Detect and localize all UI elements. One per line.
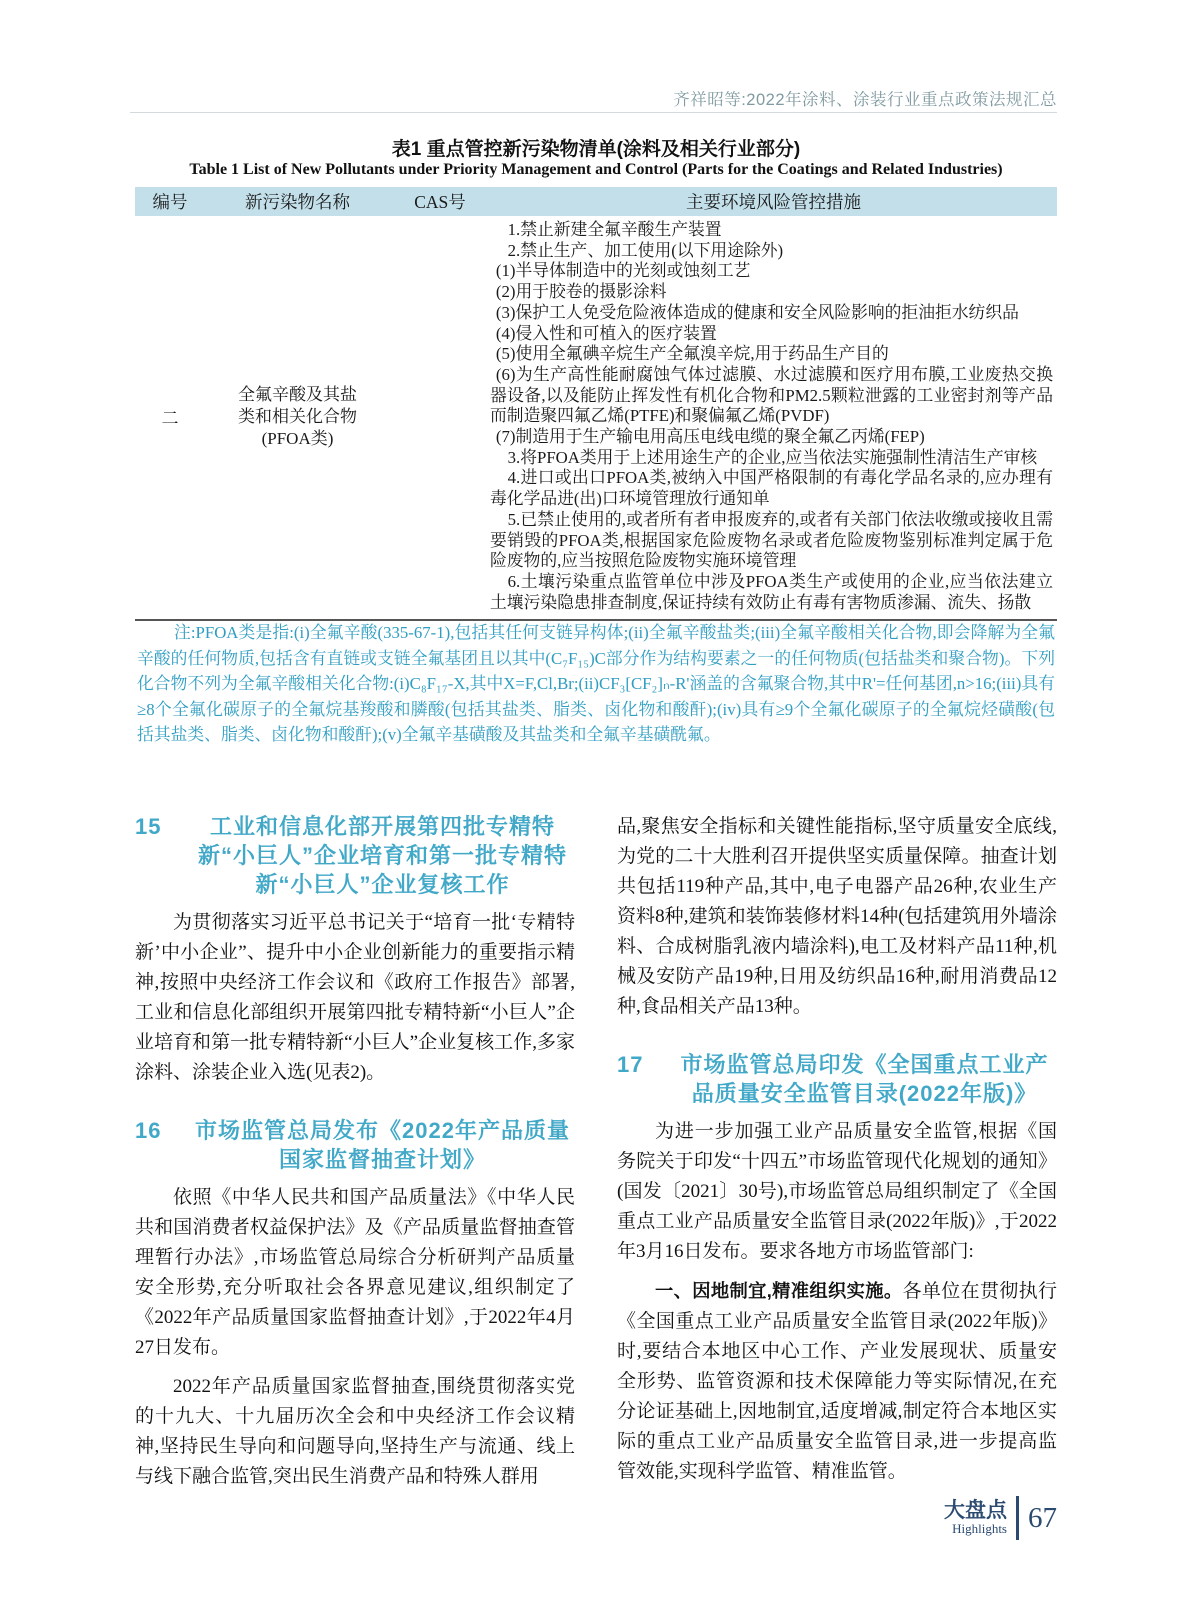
measure-line: (4)侵入性和可植入的医疗装置 bbox=[495, 323, 717, 343]
section-15-heading bbox=[135, 812, 575, 899]
after-bold-text: 各单位在贯彻执行《全国重点工业产品质量安全监管目录(2022年版)》时,要结合本地区中心工作、产业发展现状、质量安全形势、监管资源和技术保障能力等实际情况,在充分论证基础上,因地制宜,适度增减,制定符合本地区实际的重点工业产品质量安全监管目录,进一步提高监管效能,实现科学监管、精准监管。 bbox=[617, 1281, 1057, 1482]
cell-index: 二 bbox=[161, 409, 179, 429]
measure-line: 3.将PFOA类用于上述用途生产的企业,应当依法实施强制性清洁生产审核 bbox=[507, 447, 1038, 467]
cell-cas bbox=[390, 220, 490, 613]
table-header-row bbox=[135, 187, 1057, 216]
section-17-heading bbox=[617, 1050, 1057, 1108]
section-16-heading bbox=[135, 1116, 575, 1174]
measure-line: 4.进口或出口PFOA类,被纳入中国严格限制的有毒化学品名录的,应办理有毒化学品进(出)口环境管理放行通知单 bbox=[490, 468, 1053, 509]
section-15-number: 15 bbox=[135, 814, 162, 839]
pollutants-table bbox=[135, 187, 1057, 621]
measure-line: 2.禁止生产、加工使用(以下用途除外) bbox=[507, 240, 784, 260]
section-17-paragraph: 为进一步加强工业产品质量安全监管,根据《国务院关于印发“十四五”市场监管现代化规划的通知》(国发〔2021〕30号),市场监管总局组织制定了《全国重点工业产品质量安全监管目录(2022年版)》,于2022年3月16日发布。要求各地方市场监管部门: bbox=[617, 1121, 1057, 1262]
cell-measures bbox=[490, 220, 1057, 613]
header-rule bbox=[130, 112, 1057, 113]
pollutant-name-line: 类和相关化合物 bbox=[238, 406, 357, 426]
header-cell-index: 编号 bbox=[152, 192, 188, 212]
section-16-title: 市场监管总局发布《2022年产品质量国家监督抽查计划》 bbox=[195, 1118, 570, 1172]
measure-line: (7)制造用于生产输电用高压电线电缆的聚全氟乙丙烯(FEP) bbox=[495, 427, 925, 447]
two-column-body bbox=[135, 812, 1057, 1492]
section-16-continuation: 品,聚焦安全指标和关键性能指标,坚守质量安全底线,为党的二十大胜利召开提供坚实质量保障。抽查计划共包括119种产品,其中,电子电器产品26种,农业生产资料8种,建筑和装饰装修材料14种(包括建筑用外墙涂料、合成树脂乳液内墙涂料),电工及材料产品11种,机械及安防产品19种,日用及纺织品16种,耐用消费品12种,食品相关产品13种。 bbox=[617, 816, 1057, 1017]
table-note: 注:PFOA类是指:(i)全氟辛酸(335-67-1),包括其任何支链异构体;(ii)全氟辛酸盐类;(iii)全氟辛酸相关化合物,即会降解为全氟辛酸的任何物质,包括含有直链或支链全氟基团且以其中(C₇F₁₅)C部分作为结构要素之一的任何物质(包括盐类和聚合物)。下列化合物不列为全氟辛酸相关化合物:(i)C₈F₁₇-X,其中X=F,Cl,Br;(ii)CF₃[CF₂]ₙ-R'涵盖的含氟聚合物,其中R'=任何基团,n>16;(iii)具有≥8个全氟化碳原子的全氟烷基羧酸和膦酸(包括其盐类、脂类、卤化物和酸酐);(iv)具有≥9个全氟化碳原子的全氟烷烃磺酸(包括其盐类、脂类、卤化物和酸酐);(v)全氟辛基磺酸及其盐类和全氟辛基磺酰氟。 bbox=[137, 623, 1055, 744]
section-15-title: 工业和信息化部开展第四批专精特新“小巨人”企业培育和第一批专精特新“小巨人”企业复核工作 bbox=[197, 814, 567, 897]
bold-lead-text: 一、因地制宜,精准组织实施。 bbox=[655, 1280, 903, 1301]
measure-line: (2)用于胶卷的摄影涂料 bbox=[495, 282, 667, 302]
column-right bbox=[617, 812, 1057, 1492]
footer-divider bbox=[1016, 1496, 1019, 1540]
section-15-paragraph: 为贯彻落实习近平总书记关于“培育一批‘专精特新’中小企业”、提升中小企业创新能力的重要指示精神,按照中央经济工作会议和《政府工作报告》部署,工业和信息化部组织开展第四批专精特新“小巨人”企业培育和第一批专精特新“小巨人”企业复核工作,多家涂料、涂装企业入选(见表2)。 bbox=[135, 912, 575, 1083]
section-17-paragraph-2 bbox=[617, 1276, 1057, 1487]
measure-line: (1)半导体制造中的光刻或蚀刻工艺 bbox=[495, 261, 751, 281]
header-cell-cas: CAS号 bbox=[414, 192, 466, 212]
page-number: 67 bbox=[1028, 1501, 1057, 1534]
table-row bbox=[135, 216, 1057, 621]
measure-line: 1.禁止新建全氟辛酸生产装置 bbox=[507, 220, 722, 239]
header-cell-name: 新污染物名称 bbox=[245, 192, 350, 212]
measure-line: 5.已禁止使用的,或者所有者申报废弃的,或者有关部门依法收缴或接收且需要销毁的PFOA类,根据国家危险废物名录或者危险废物鉴别标准判定属于危险废物的,应当按照危险废物实施环境管理 bbox=[490, 509, 1053, 571]
running-head: 齐祥昭等:2022年涂料、涂装行业重点政策法规汇总 bbox=[673, 91, 1057, 109]
pollutant-name-line: (PFOA类) bbox=[261, 428, 334, 448]
column-left bbox=[135, 812, 575, 1492]
section-17-title: 市场监管总局印发《全国重点工业产品质量安全监管目录(2022年版)》 bbox=[680, 1052, 1049, 1106]
table1-title-zh: 表1 重点管控新污染物清单(涂料及相关行业部分) bbox=[391, 139, 801, 160]
section-16-paragraph: 依照《中华人民共和国产品质量法》《中华人民共和国消费者权益保护法》及《产品质量监督抽查管理暂行办法》,市场监管总局综合分析研判产品质量安全形势,充分听取社会各界意见建议,组织制定了《2022年产品质量国家监督抽查计划》,于2022年4月27日发布。 bbox=[135, 1187, 575, 1358]
measure-line: (6)为生产高性能耐腐蚀气体过滤膜、水过滤膜和医疗用布膜,工业废热交换器设备,以及能防止挥发性有机化合物和PM2.5颗粒泄露的工业密封剂等产品而制造聚四氟乙烯(PTFE)和聚偏氟乙烯(PVDF) bbox=[490, 364, 1053, 426]
pollutant-name-line: 全氟辛酸及其盐 bbox=[238, 384, 357, 404]
header-cell-measures: 主要环境风险管控措施 bbox=[686, 192, 861, 212]
measure-line: (3)保护工人免受危险液体造成的健康和安全风险影响的拒油拒水纺织品 bbox=[495, 302, 1019, 322]
page-footer bbox=[944, 1496, 1057, 1540]
footer-labels bbox=[944, 1500, 1007, 1536]
footer-section-label: 大盘点 bbox=[944, 1499, 1007, 1522]
section-16-paragraph: 2022年产品质量国家监督抽查,围绕贯彻落实党的十九大、十九届历次全会和中央经济工作会议精神,坚持民生导向和问题导向,坚持生产与流通、线上与线下融合监管,突出民生消费产品和特殊人群用 bbox=[135, 1376, 575, 1487]
measure-line: 6.土壤污染重点监管单位中涉及PFOA类生产或使用的企业,应当依法建立土壤污染隐患排查制度,保证持续有效防止有毒有害物质渗漏、流失、扬散 bbox=[490, 571, 1053, 612]
table1-title-en: Table 1 List of New Pollutants under Priority Management and Control (Parts for the Coatings and Related Industries) bbox=[189, 161, 1003, 178]
measure-line: (5)使用全氟碘辛烷生产全氟溴辛烷,用于药品生产目的 bbox=[495, 344, 889, 364]
cell-name bbox=[205, 220, 390, 613]
footer-section-label-en: Highlights bbox=[952, 1521, 1007, 1536]
section-16-number: 16 bbox=[135, 1118, 162, 1143]
section-17-number: 17 bbox=[617, 1052, 644, 1077]
